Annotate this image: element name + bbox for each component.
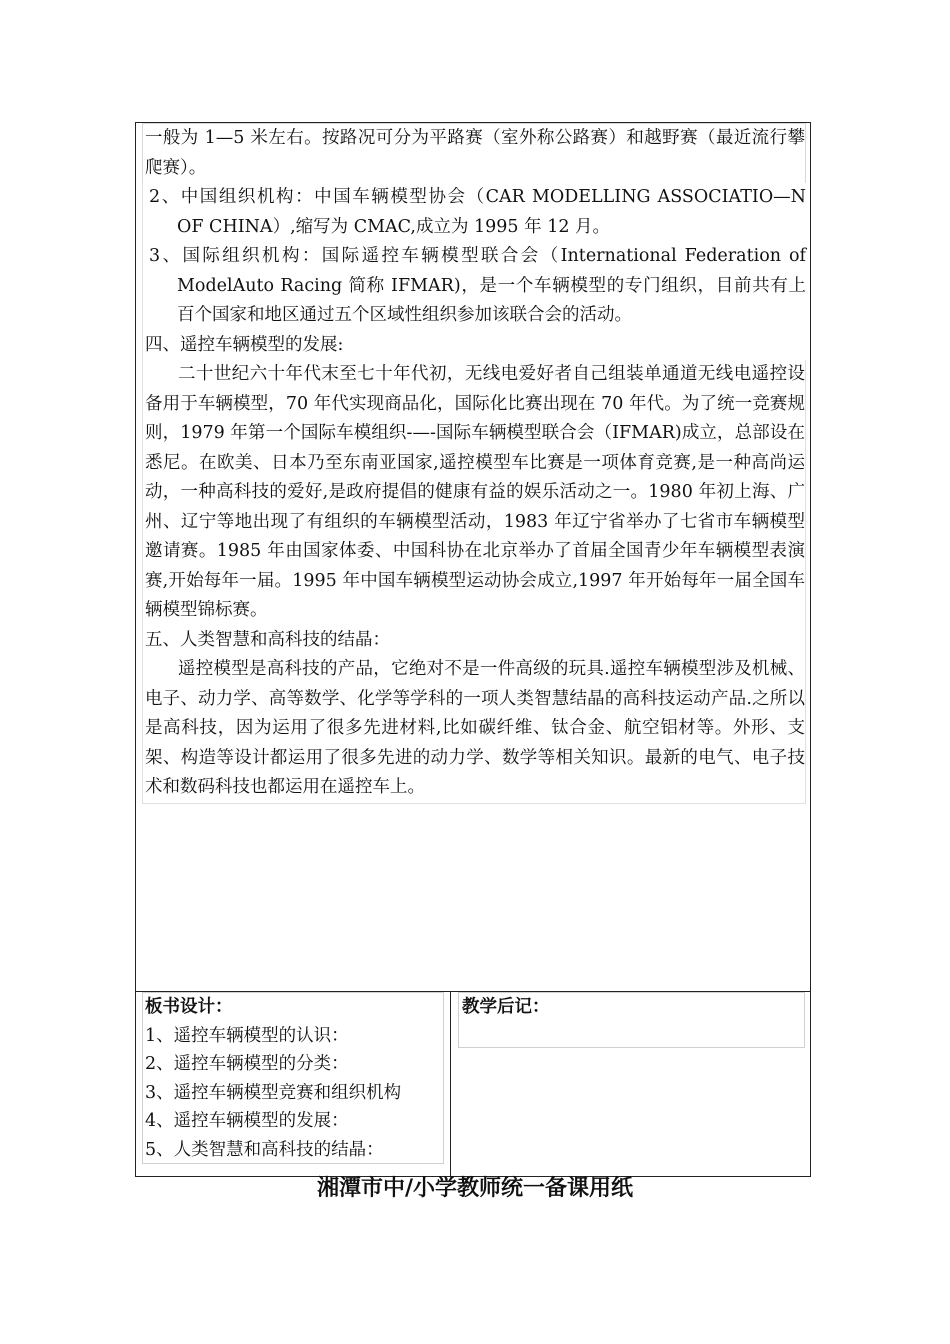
- section-heading-technology: 五、人类智慧和高科技的结晶：: [142, 626, 806, 656]
- item-international-organization: 3、国际组织机构：国际遥控车辆模型联合会（International Federation of ModelAuto Racing 简称 IFMAR)，是一个车辆模型的专门组织，目前共有上百个国家和地区通过五个区域性组织参加该联合会的活动。: [142, 242, 806, 331]
- section-heading-development: 四、遥控车辆模型的发展:: [142, 331, 806, 361]
- teaching-notes-cell: [458, 992, 805, 1048]
- board-item: 1、遥控车辆模型的认识：: [145, 1025, 349, 1046]
- paragraph-development: 二十世纪六十年代末至七十年代初，无线电爱好者自己组装单通道无线电遥控设备用于车辆模型，70 年代实现商品化，国际化比赛出现在 70 年代。为了统一竞赛规则，1979 年第一个国际车模组织-—-国际车辆模型联合会（IFMAR)成立，总部设在悉尼。在欧美、日本乃至东南亚国家,遥控模型车比赛是一项体育竞赛,是一种高尚运动，一种高科技的爱好,是政府提倡的健康有益的娱乐活动之一。1980 年初上海、广州、辽宁等地出现了有组织的车辆模型活动，1983 年辽宁省举办了七省市车辆模型邀请赛。1985 年由国家体委、中国科协在北京举办了首届全国青少年车辆模型表演赛,开始每年一届。1995 年中国车辆模型运动协会成立,1997 年开始每年一届全国车辆模型锦标赛。: [142, 360, 806, 626]
- table-divider-vertical: [450, 991, 451, 1177]
- board-item: 5、人类智慧和高科技的结晶：: [145, 1139, 384, 1160]
- lesson-content: [142, 123, 806, 804]
- board-design-title: 板书设计：: [145, 997, 233, 1017]
- board-item: 3、遥控车辆模型竞赛和组织机构: [145, 1082, 402, 1103]
- board-item: 2、遥控车辆模型的分类：: [145, 1054, 349, 1074]
- footer-title: 湘潭市中/小学教师统一备课用纸: [316, 1176, 634, 1201]
- paragraph-race-types: 一般为 1—5 米左右。按路况可分为平路赛（室外称公路赛）和越野赛（最近流行攀爬赛）。: [142, 123, 806, 183]
- item-china-organization: 2、中国组织机构：中国车辆模型协会（CAR MODELLING ASSOCIATIO—N OF CHINA）,缩写为 CMAC,成立为 1995 年 12 月。: [142, 183, 806, 242]
- teaching-notes-title: 教学后记：: [462, 997, 550, 1017]
- board-item: 4、遥控车辆模型的发展：: [145, 1111, 349, 1131]
- board-design-cell: [142, 992, 444, 1164]
- paragraph-technology: 遥控模型是高科技的产品，它绝对不是一件高级的玩具.遥控车辆模型涉及机械、电子、动力学、高等数学、化学等学科的一项人类智慧结晶的高科技运动产品.之所以是高科技，因为运用了很多先进材料,比如碳纤维、钛合金、航空铝材等。外形、支架、构造等设计都运用了很多先进的动力学、数学等相关知识。最新的电气、电子技术和数码科技也都运用在遥控车上。: [142, 655, 806, 804]
